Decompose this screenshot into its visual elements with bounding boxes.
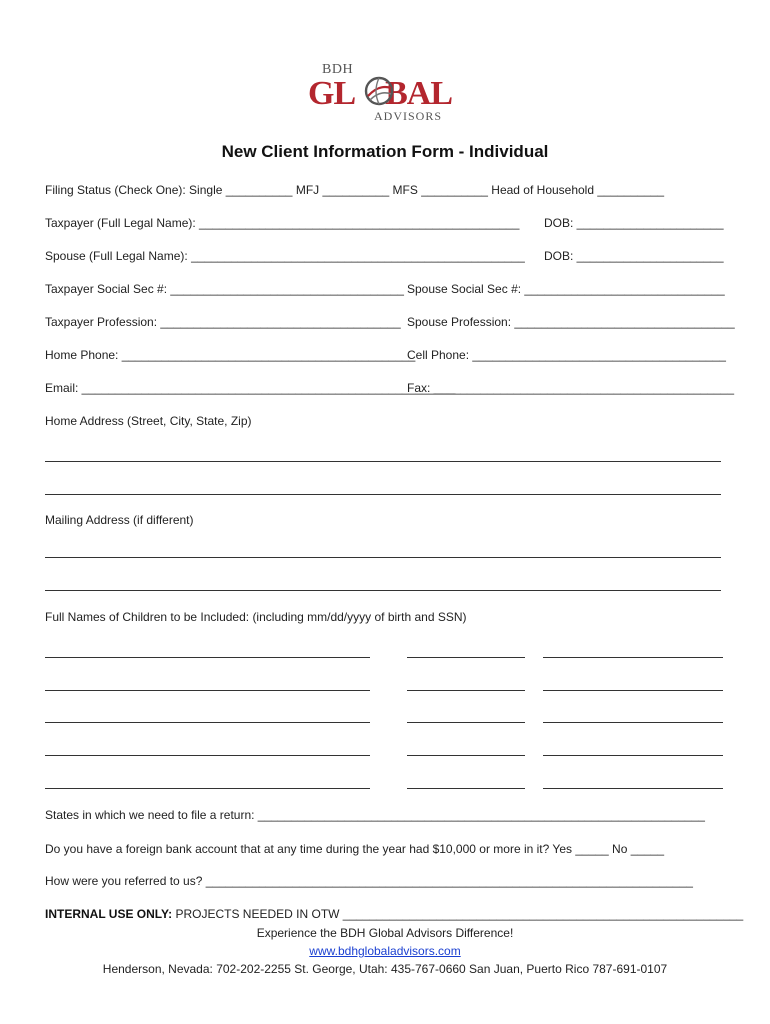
child-ssn-line[interactable] — [543, 690, 723, 691]
home-phone-field[interactable]: Home Phone: ____________________________________________ — [45, 348, 416, 362]
internal-use-field[interactable] — [45, 907, 743, 921]
home-address-line-2[interactable] — [45, 494, 721, 495]
child-ssn-line[interactable] — [543, 755, 723, 756]
child-dob-line[interactable] — [407, 657, 525, 658]
spouse-name-field[interactable]: Spouse (Full Legal Name): __________________________________________________ — [45, 249, 525, 263]
child-ssn-line[interactable] — [543, 657, 723, 658]
filing-status-field[interactable]: Filing Status (Check One): Single __________ MFJ __________ MFS __________ Head of Household __________ — [45, 183, 665, 197]
child-name-line[interactable] — [45, 722, 370, 723]
child-dob-line[interactable] — [407, 755, 525, 756]
taxpayer-ssn-field[interactable]: Taxpayer Social Sec #: ___________________________________ — [45, 282, 404, 296]
mailing-address-label: Mailing Address (if different) — [45, 513, 194, 527]
foreign-bank-field[interactable]: Do you have a foreign bank account that at any time during the year had $10,000 or more in it? Yes _____ No _____ — [45, 842, 665, 856]
referred-field[interactable]: How were you referred to us? _________________________________________________________________________ — [45, 874, 693, 888]
spouse-profession-field[interactable]: Spouse Profession: _________________________________ — [407, 315, 735, 329]
form-title: New Client Information Form - Individual — [221, 142, 549, 161]
states-field[interactable]: States in which we need to file a return: ___________________________________________________________________ — [45, 808, 705, 822]
child-dob-line[interactable] — [407, 788, 525, 789]
child-name-line[interactable] — [45, 755, 370, 756]
logo-advisors: ADVISORS — [374, 109, 443, 123]
home-address-line-1[interactable] — [45, 461, 721, 462]
child-name-line[interactable] — [45, 690, 370, 691]
footer-tagline: Experience the BDH Global Advisors Difference! — [256, 926, 514, 940]
globe-icon — [364, 76, 394, 106]
home-address-label: Home Address (Street, City, State, Zip) — [45, 414, 252, 428]
child-name-line[interactable] — [45, 657, 370, 658]
internal-use-label: INTERNAL USE ONLY: — [45, 907, 173, 921]
email-field[interactable]: Email: ________________________________________________________ — [45, 381, 456, 395]
footer-offices: Henderson, Nevada: 702-202-2255 St. George, Utah: 435-767-0660 San Juan, Puerto Rico 787-691-0107 — [102, 962, 668, 976]
mailing-address-line-1[interactable] — [45, 557, 721, 558]
logo-bdh: BDH — [322, 62, 354, 77]
website-link[interactable]: www.bdhglobaladvisors.com — [309, 944, 461, 958]
fax-field[interactable]: Fax: _____________________________________________ — [407, 381, 734, 395]
footer-website-row — [0, 944, 770, 958]
child-dob-line[interactable] — [407, 690, 525, 691]
child-ssn-line[interactable] — [543, 788, 723, 789]
taxpayer-name-field[interactable]: Taxpayer (Full Legal Name): ________________________________________________ — [45, 216, 520, 230]
mailing-address-line-2[interactable] — [45, 590, 721, 591]
child-name-line[interactable] — [45, 788, 370, 789]
spouse-ssn-field[interactable]: Spouse Social Sec #: ______________________________ — [407, 282, 725, 296]
taxpayer-profession-field[interactable]: Taxpayer Profession: ____________________________________ — [45, 315, 401, 329]
child-ssn-line[interactable] — [543, 722, 723, 723]
logo-global: GL BAL — [308, 75, 453, 112]
cell-phone-field[interactable]: Cell Phone: ______________________________________ — [407, 348, 726, 362]
child-dob-line[interactable] — [407, 722, 525, 723]
internal-use-text: PROJECTS NEEDED IN OTW ____________________________________________________________ — [172, 907, 744, 921]
children-label: Full Names of Children to be Included: (including mm/dd/yyyy of birth and SSN) — [45, 610, 467, 624]
spouse-dob-field[interactable]: DOB: ______________________ — [544, 249, 724, 263]
taxpayer-dob-field[interactable]: DOB: ______________________ — [544, 216, 724, 230]
company-logo — [306, 62, 466, 124]
